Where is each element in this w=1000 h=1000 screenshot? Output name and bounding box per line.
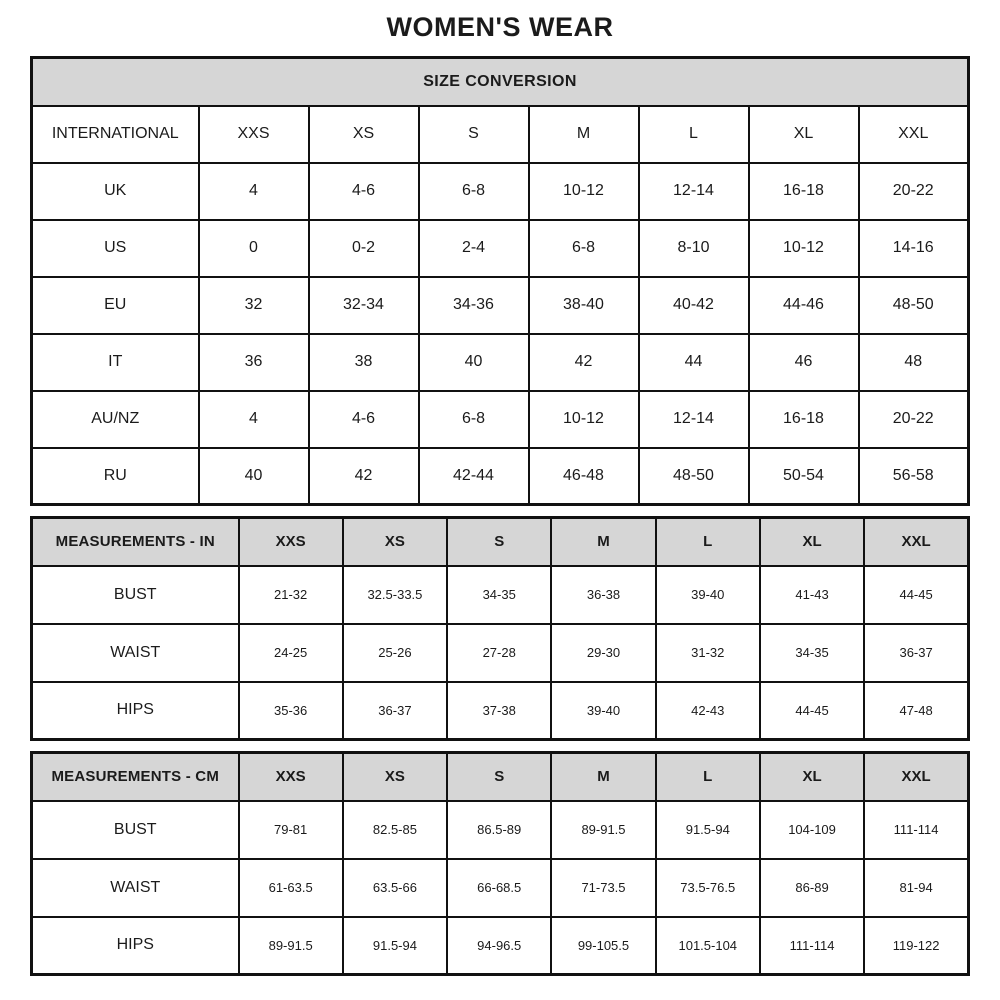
column-header-size: XXL [859, 106, 969, 163]
table-cell: 44 [639, 334, 749, 391]
row-label: WAIST [32, 624, 239, 682]
column-header-size: M [551, 753, 655, 801]
table-cell: 6-8 [419, 391, 529, 448]
table-cell: 16-18 [749, 163, 859, 220]
table-cell: 39-40 [551, 682, 655, 740]
table-cell: 42-43 [656, 682, 760, 740]
column-header-size: XS [309, 106, 419, 163]
table-cell: 42-44 [419, 448, 529, 505]
row-label: BUST [32, 566, 239, 624]
table-cell: 35-36 [239, 682, 343, 740]
table-cell: 111-114 [864, 801, 968, 859]
column-header-international: INTERNATIONAL [32, 106, 199, 163]
table-cell: 46-48 [529, 448, 639, 505]
table-cell: 0-2 [309, 220, 419, 277]
table-cell: 12-14 [639, 391, 749, 448]
table-row [32, 58, 969, 106]
size-conversion-table [30, 56, 970, 506]
row-label: WAIST [32, 859, 239, 917]
column-header-size: XXS [239, 518, 343, 566]
table-cell: 89-91.5 [239, 917, 343, 975]
table-cell: 36-37 [864, 624, 968, 682]
table-cell: 86-89 [760, 859, 864, 917]
table-row [32, 163, 969, 220]
table-cell: 40-42 [639, 277, 749, 334]
table-cell: 25-26 [343, 624, 447, 682]
column-header-size: S [447, 753, 551, 801]
table-cell: 34-36 [419, 277, 529, 334]
measurements-in-title: MEASUREMENTS - IN [32, 518, 239, 566]
table-cell: 46 [749, 334, 859, 391]
table-cell: 42 [309, 448, 419, 505]
column-header-size: M [551, 518, 655, 566]
table-cell: 36-37 [343, 682, 447, 740]
row-label: IT [32, 334, 199, 391]
table-cell: 4 [199, 391, 309, 448]
table-cell: 21-32 [239, 566, 343, 624]
table-cell: 10-12 [749, 220, 859, 277]
table-cell: 34-35 [447, 566, 551, 624]
table-cell: 20-22 [859, 163, 969, 220]
table-cell: 91.5-94 [656, 801, 760, 859]
table-cell: 94-96.5 [447, 917, 551, 975]
column-header-size: XXL [864, 518, 968, 566]
table-cell: 4-6 [309, 391, 419, 448]
table-cell: 48 [859, 334, 969, 391]
row-label: UK [32, 163, 199, 220]
table-cell: 47-48 [864, 682, 968, 740]
table-cell: 14-16 [859, 220, 969, 277]
table-cell: 16-18 [749, 391, 859, 448]
table-cell: 101.5-104 [656, 917, 760, 975]
column-header-size: L [656, 753, 760, 801]
table-row [32, 624, 969, 682]
table-cell: 4 [199, 163, 309, 220]
row-label: HIPS [32, 917, 239, 975]
table-cell: 39-40 [656, 566, 760, 624]
table-cell: 10-12 [529, 391, 639, 448]
table-row [32, 334, 969, 391]
table-cell: 36 [199, 334, 309, 391]
table-cell: 79-81 [239, 801, 343, 859]
table-cell: 89-91.5 [551, 801, 655, 859]
table-cell: 37-38 [447, 682, 551, 740]
table-cell: 6-8 [419, 163, 529, 220]
table-row [32, 518, 969, 566]
table-row [32, 220, 969, 277]
table-cell: 44-45 [760, 682, 864, 740]
table-cell: 32 [199, 277, 309, 334]
page-title: WOMEN'S WEAR [386, 12, 614, 42]
table-cell: 91.5-94 [343, 917, 447, 975]
column-header-size: XXS [199, 106, 309, 163]
table-cell: 40 [199, 448, 309, 505]
table-cell: 32.5-33.5 [343, 566, 447, 624]
table-cell: 111-114 [760, 917, 864, 975]
table-cell: 50-54 [749, 448, 859, 505]
table-cell: 66-68.5 [447, 859, 551, 917]
table-cell: 56-58 [859, 448, 969, 505]
size-conversion-title: SIZE CONVERSION [32, 58, 969, 106]
table-row [32, 917, 969, 975]
table-cell: 82.5-85 [343, 801, 447, 859]
table-cell: 44-45 [864, 566, 968, 624]
table-cell: 31-32 [656, 624, 760, 682]
column-header-size: XS [343, 753, 447, 801]
column-header-size: XXL [864, 753, 968, 801]
column-header-size: XS [343, 518, 447, 566]
row-label: RU [32, 448, 199, 505]
table-row [32, 391, 969, 448]
row-label: EU [32, 277, 199, 334]
measurements-cm-title: MEASUREMENTS - CM [32, 753, 239, 801]
row-label: US [32, 220, 199, 277]
table-cell: 24-25 [239, 624, 343, 682]
row-label: HIPS [32, 682, 239, 740]
column-header-size: L [656, 518, 760, 566]
table-cell: 42 [529, 334, 639, 391]
column-header-size: S [419, 106, 529, 163]
measurements-in-table [30, 516, 970, 741]
table-row [32, 682, 969, 740]
table-cell: 12-14 [639, 163, 749, 220]
table-cell: 0 [199, 220, 309, 277]
table-cell: 20-22 [859, 391, 969, 448]
table-cell: 2-4 [419, 220, 529, 277]
table-cell: 81-94 [864, 859, 968, 917]
row-label: BUST [32, 801, 239, 859]
table-cell: 6-8 [529, 220, 639, 277]
table-cell: 71-73.5 [551, 859, 655, 917]
table-row [32, 448, 969, 505]
table-cell: 48-50 [859, 277, 969, 334]
column-header-size: XXS [239, 753, 343, 801]
table-cell: 104-109 [760, 801, 864, 859]
column-header-size: XL [749, 106, 859, 163]
column-header-size: XL [760, 753, 864, 801]
table-cell: 86.5-89 [447, 801, 551, 859]
table-cell: 32-34 [309, 277, 419, 334]
table-cell: 36-38 [551, 566, 655, 624]
table-cell: 8-10 [639, 220, 749, 277]
table-cell: 99-105.5 [551, 917, 655, 975]
table-cell: 73.5-76.5 [656, 859, 760, 917]
table-cell: 27-28 [447, 624, 551, 682]
table-row [32, 106, 969, 163]
table-row [32, 566, 969, 624]
table-cell: 10-12 [529, 163, 639, 220]
row-label: AU/NZ [32, 391, 199, 448]
table-cell: 119-122 [864, 917, 968, 975]
table-cell: 34-35 [760, 624, 864, 682]
table-row [32, 277, 969, 334]
column-header-size: XL [760, 518, 864, 566]
table-row [32, 753, 969, 801]
table-cell: 48-50 [639, 448, 749, 505]
table-cell: 61-63.5 [239, 859, 343, 917]
measurements-cm-table [30, 751, 970, 976]
table-row [32, 859, 969, 917]
table-cell: 38 [309, 334, 419, 391]
table-cell: 63.5-66 [343, 859, 447, 917]
table-cell: 40 [419, 334, 529, 391]
column-header-size: S [447, 518, 551, 566]
column-header-size: M [529, 106, 639, 163]
table-cell: 41-43 [760, 566, 864, 624]
table-cell: 44-46 [749, 277, 859, 334]
column-header-size: L [639, 106, 749, 163]
table-cell: 4-6 [309, 163, 419, 220]
table-cell: 29-30 [551, 624, 655, 682]
table-cell: 38-40 [529, 277, 639, 334]
table-row [32, 801, 969, 859]
